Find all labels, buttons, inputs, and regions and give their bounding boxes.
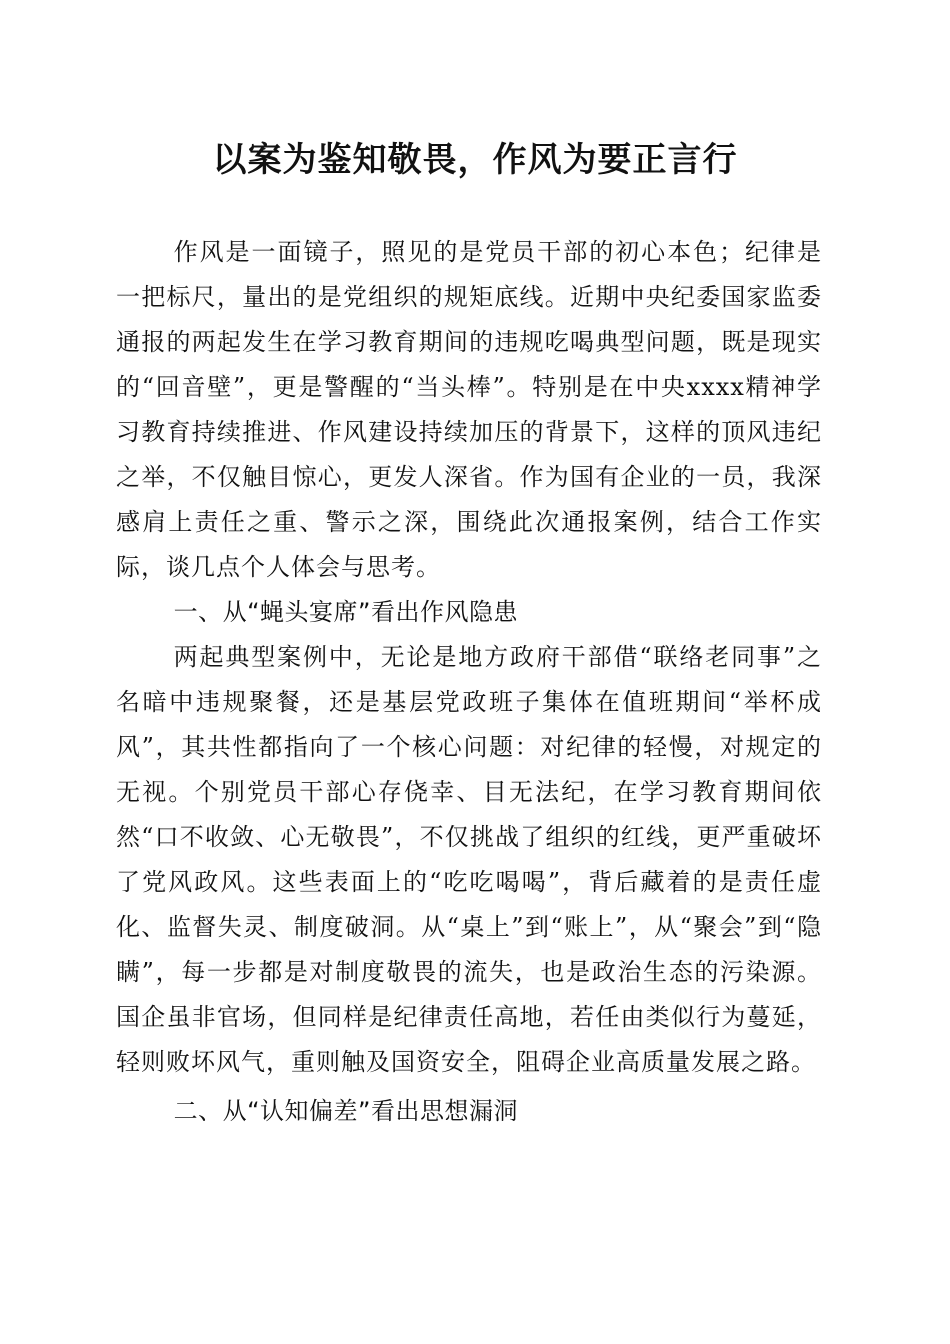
section-1-heading: 一、从“蝇头宴席”看出作风隐患 xyxy=(173,598,518,626)
section-1-paragraph: 两起典型案例中，无论是地方政府干部借“联络老同事”之名暗中违规聚餐，还是基层党政班子集体在值班期间“举杯成风”，其共性都指向了一个核心问题：对纪律的轻慢，对规定的无视。个别党员干部心存侥幸、目无法纪，在学习教育期间依然“口不收敛、心无敬畏”，不仅挑战了组织的红线，更严重破坏了党风政风。这些表面上的“吃吃喝喝”，背后藏着的是责任虚化、监督失灵、制度破洞。从“桌上”到“账上”，从“聚会”到“隐瞒”，每一步都是对制度敬畏的流失，也是政治生态的污染源。国企虽非官场，但同样是纪律责任高地，若任由类似行为蔓延，轻则败坏风气，重则触及国资安全，阻碍企业高质量发展之路。 xyxy=(116,643,822,1076)
section-2-heading: 二、从“认知偏差”看出思想漏洞 xyxy=(173,1097,518,1125)
document-title: 以案为鉴知敬畏，作风为要正言行 xyxy=(212,140,738,180)
document-body xyxy=(116,230,822,1134)
intro-paragraph: 作风是一面镜子，照见的是党员干部的初心本色；纪律是一把标尺，量出的是党组织的规矩底线。近期中央纪委国家监委通报的两起发生在学习教育期间的违规吃喝典型问题，既是现实的“回音壁”，更是警醒的“当头棒”。特别是在中央xxxx精神学习教育持续推进、作风建设持续加压的背景下，这样的顶风违纪之举，不仅触目惊心，更发人深省。作为国有企业的一员，我深感肩上责任之重、警示之深，围绕此次通报案例，结合工作实际，谈几点个人体会与思考。 xyxy=(116,238,822,581)
